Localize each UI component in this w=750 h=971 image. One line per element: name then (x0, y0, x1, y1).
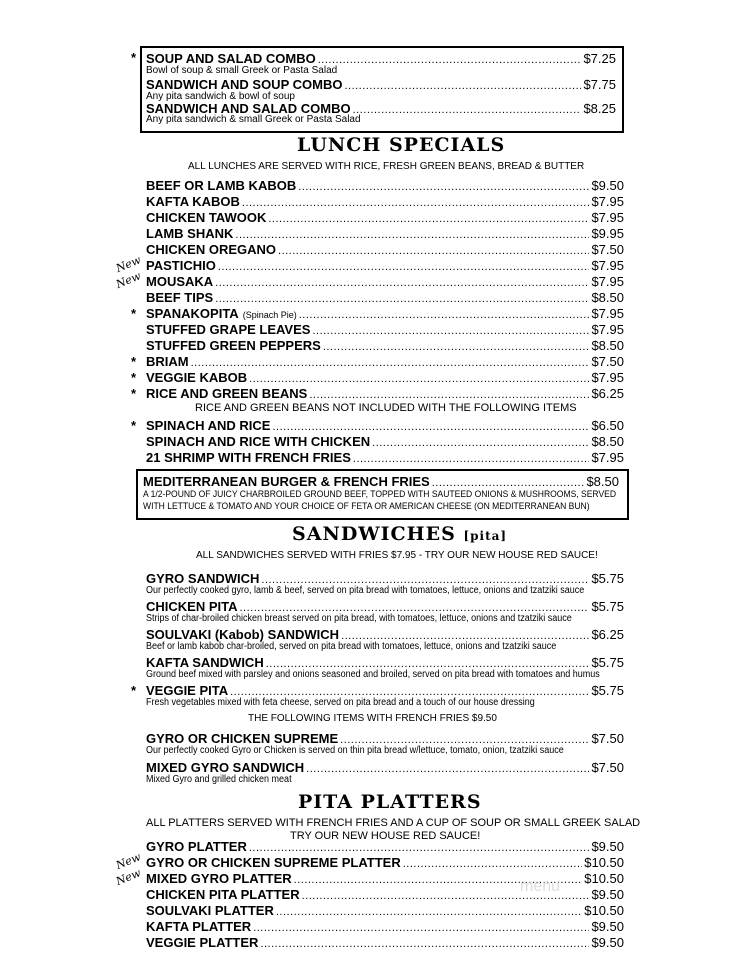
sandwiches-heading-tag: [pita] (463, 529, 508, 543)
menu-item (146, 627, 624, 642)
item-name: MIXED GYRO PLATTER (146, 871, 292, 886)
item-price: $5.75 (591, 599, 624, 614)
item-name: CHICKEN PITA (146, 599, 238, 614)
dot-leader (306, 763, 589, 775)
item-price: $8.50 (591, 434, 624, 449)
burger-desc: WITH LETTUCE & TOMATO AND YOUR CHOICE OF FETA OR AMERICAN CHEESE (ON MEDITERRANEAN BUN) (143, 501, 590, 512)
item-desc: Beef or lamb kabob char-broiled, served on pita bread with tomatoes, lettuce, onions and tzatziki sauce (146, 641, 557, 652)
menu-item (146, 322, 624, 337)
item-price: $7.50 (591, 354, 624, 369)
dot-leader (312, 325, 589, 337)
sandwiches-note: ALL SANDWICHES SERVED WITH FRIES $7.95 - TRY OUR NEW HOUSE RED SAUCE! (196, 550, 598, 561)
item-note: (Spinach Pie) (242, 310, 297, 320)
item-price: $8.50 (591, 290, 624, 305)
item-price: $9.50 (591, 935, 624, 950)
menu-item (146, 571, 624, 586)
item-name: SOULVAKI PLATTER (146, 903, 274, 918)
item-price: $7.50 (591, 242, 624, 257)
item-price: $7.75 (583, 77, 616, 92)
item-name: GYRO OR CHICKEN SUPREME (146, 731, 339, 746)
menu-item (146, 338, 624, 353)
dot-leader (372, 437, 589, 449)
dot-leader (215, 277, 589, 289)
dot-leader (323, 341, 590, 353)
item-price: $10.50 (584, 903, 624, 918)
item-name: SOUP AND SALAD COMBO (146, 51, 316, 66)
dot-leader (309, 389, 589, 401)
menu-item (146, 290, 624, 305)
menu-item (146, 370, 624, 385)
item-price: $6.25 (591, 386, 624, 401)
item-name: GYRO PLATTER (146, 839, 247, 854)
item-name: SANDWICH AND SOUP COMBO (146, 77, 343, 92)
item-price: $7.95 (591, 194, 624, 209)
dot-leader (235, 229, 589, 241)
item-name: PASTICHIO (146, 258, 216, 273)
menu-item (146, 194, 624, 209)
item-price: $9.50 (591, 839, 624, 854)
menu-item (146, 210, 624, 225)
menu-item (146, 258, 624, 273)
item-name: STUFFED GREEN PEPPERS (146, 338, 321, 353)
platters-note1: ALL PLATTERS SERVED WITH FRENCH FRIES AND A CUP OF SOUP OR SMALL GREEK SALAD (146, 817, 641, 829)
dot-leader (253, 922, 589, 934)
item-name: BRIAM (146, 354, 189, 369)
item-price: $5.75 (591, 571, 624, 586)
item-price: $6.25 (591, 627, 624, 642)
item-name: MIXED GYRO SANDWICH (146, 760, 305, 775)
vegetarian-star: * (131, 386, 137, 401)
menu-item (146, 731, 624, 746)
dot-leader (276, 906, 582, 918)
item-name: 21 SHRIMP WITH FRENCH FRIES (146, 450, 351, 465)
dot-leader (272, 421, 589, 433)
item-price: $10.50 (584, 871, 624, 886)
dot-leader (318, 54, 582, 66)
sandwiches-heading-text: SANDWICHES (292, 523, 456, 545)
item-name: SPANAKOPITA (146, 306, 239, 321)
item-desc: Mixed Gyro and grilled chicken meat (146, 774, 292, 785)
item-name: VEGGIE PITA (146, 683, 229, 698)
item-desc: Ground beef mixed with parsley and onions seasoned and broiled, served on pita bread with tomatoes and humus (146, 669, 600, 680)
sandwiches-note2: THE FOLLOWING ITEMS WITH FRENCH FRIES $9.50 (248, 713, 497, 724)
dot-leader (299, 309, 590, 321)
lunch-note: ALL LUNCHES ARE SERVED WITH RICE, FRESH GREEN BEANS, BREAD & BUTTER (188, 161, 585, 172)
item-name: BEEF OR LAMB KABOB (146, 178, 297, 193)
item-name: MEDITERRANEAN BURGER & FRENCH FRIES (143, 474, 430, 489)
dot-leader (344, 80, 581, 92)
item-price: $7.95 (591, 306, 624, 321)
item-name: LAMB SHANK (146, 226, 234, 241)
item-price: $8.50 (591, 338, 624, 353)
dot-leader (403, 858, 583, 870)
item-name: KAFTA SANDWICH (146, 655, 264, 670)
watermark: menu (520, 878, 561, 895)
item-name: STUFFED GRAPE LEAVES (146, 322, 311, 337)
menu-item (146, 178, 624, 193)
burger-item (143, 474, 619, 489)
item-name: RICE AND GREEN BEANS (146, 386, 308, 401)
item-price: $9.50 (591, 178, 624, 193)
item-name: KAFTA KABOB (146, 194, 240, 209)
dot-leader (353, 453, 590, 465)
menu-item (146, 354, 624, 369)
dot-leader (353, 104, 582, 116)
combo-star: * (131, 50, 137, 65)
menu-item (146, 935, 624, 950)
vegetarian-star: * (131, 683, 137, 698)
dot-leader (278, 245, 589, 257)
item-desc: Bowl of soup & small Greek or Pasta Salad (146, 65, 338, 76)
item-name: VEGGIE PLATTER (146, 935, 259, 950)
item-name: GYRO SANDWICH (146, 571, 260, 586)
dot-leader (298, 181, 589, 193)
item-name: GYRO OR CHICKEN SUPREME PLATTER (146, 855, 401, 870)
item-price: $5.75 (591, 683, 624, 698)
menu-item (146, 655, 624, 670)
item-name: SOULVAKI (Kabob) SANDWICH (146, 627, 340, 642)
item-price: $7.95 (591, 322, 624, 337)
vegetarian-star: * (131, 418, 137, 433)
vegetarian-star: * (131, 370, 137, 385)
combo-item (146, 51, 616, 66)
item-name: CHICKEN PITA PLATTER (146, 887, 300, 902)
item-price: $7.95 (591, 450, 624, 465)
menu-item (146, 418, 624, 433)
dot-leader (242, 197, 590, 209)
dot-leader (432, 477, 585, 489)
menu-item (146, 919, 624, 934)
item-price: $8.25 (583, 101, 616, 116)
item-price: $9.50 (591, 887, 624, 902)
vegetarian-star: * (131, 354, 137, 369)
dot-leader (249, 842, 590, 854)
menu-item (146, 242, 624, 257)
item-price: $7.25 (583, 51, 616, 66)
dot-leader (260, 938, 589, 950)
item-desc: Any pita sandwich & bowl of soup (146, 91, 295, 102)
vegetarian-star: * (131, 306, 137, 321)
dot-leader (218, 261, 590, 273)
lunch-heading: LUNCH SPECIALS (297, 134, 506, 156)
item-name: CHICKEN OREGANO (146, 242, 277, 257)
item-name: SANDWICH AND SALAD COMBO (146, 101, 351, 116)
item-name: BEEF TIPS (146, 290, 214, 305)
platters-note2: TRY OUR NEW HOUSE RED SAUCE! (290, 830, 481, 842)
lunch-note2: RICE AND GREEN BEANS NOT INCLUDED WITH THE FOLLOWING ITEMS (195, 402, 577, 414)
item-desc: Fresh vegetables mixed with feta cheese, served on pita bread and a touch of our house dressing (146, 697, 535, 708)
menu-item (146, 386, 624, 401)
menu-item (146, 839, 624, 854)
item-price: $7.95 (591, 210, 624, 225)
combo-item (146, 77, 616, 92)
menu-item (146, 599, 624, 614)
item-name: MOUSAKA (146, 274, 214, 289)
item-price: $7.95 (591, 274, 624, 289)
item-price: $9.95 (591, 226, 624, 241)
item-name: VEGGIE KABOB (146, 370, 248, 385)
item-price: $7.95 (591, 258, 624, 273)
new-tag: New (114, 269, 143, 291)
menu-item (146, 760, 624, 775)
item-name: KAFTA PLATTER (146, 919, 252, 934)
item-price: $6.50 (591, 418, 624, 433)
menu-item (146, 274, 624, 289)
dot-leader (268, 213, 589, 225)
item-price: $7.50 (591, 760, 624, 775)
menu-item (146, 683, 624, 698)
menu-item (146, 226, 624, 241)
dot-leader (215, 293, 589, 305)
new-tag: New (114, 866, 143, 888)
item-price: $7.95 (591, 370, 624, 385)
item-desc: Our perfectly cooked gyro, lamb & beef, served on pita bread with tomatoes, lettuce, onions and tzatziki sauce (146, 585, 585, 596)
menu-item (146, 903, 624, 918)
item-price: $5.75 (591, 655, 624, 670)
platters-heading: PITA PLATTERS (298, 791, 482, 813)
menu-item (146, 450, 624, 465)
item-price: $7.50 (591, 731, 624, 746)
item-price: $10.50 (584, 855, 624, 870)
dot-leader (191, 357, 590, 369)
dot-leader (249, 373, 589, 385)
new-tag: New (114, 253, 143, 275)
item-price: $8.50 (586, 474, 619, 489)
item-name: SPINACH AND RICE (146, 418, 271, 433)
item-desc: Any pita sandwich & small Greek or Pasta Salad (146, 114, 361, 125)
item-name: CHICKEN TAWOOK (146, 210, 267, 225)
new-tag: New (114, 850, 143, 872)
item-desc: Our perfectly cooked Gyro or Chicken is served on thin pita bread w/lettuce, tomato, onion, tzatziki sauce (146, 745, 564, 756)
menu-item (146, 434, 624, 449)
item-desc: Strips of char-broiled chicken breast served on pita bread, with tomatoes, lettuce, onions and tzatziki sauce (146, 613, 572, 624)
item-price: $9.50 (591, 919, 624, 934)
item-name: SPINACH AND RICE WITH CHICKEN (146, 434, 371, 449)
sandwiches-heading (292, 523, 507, 545)
burger-desc: A 1/2-POUND OF JUICY CHARBROILED GROUND BEEF, TOPPED WITH SAUTEED ONIONS & MUSHROOMS, SERVED (143, 489, 617, 500)
menu-item (146, 306, 624, 321)
menu-item (146, 855, 624, 870)
